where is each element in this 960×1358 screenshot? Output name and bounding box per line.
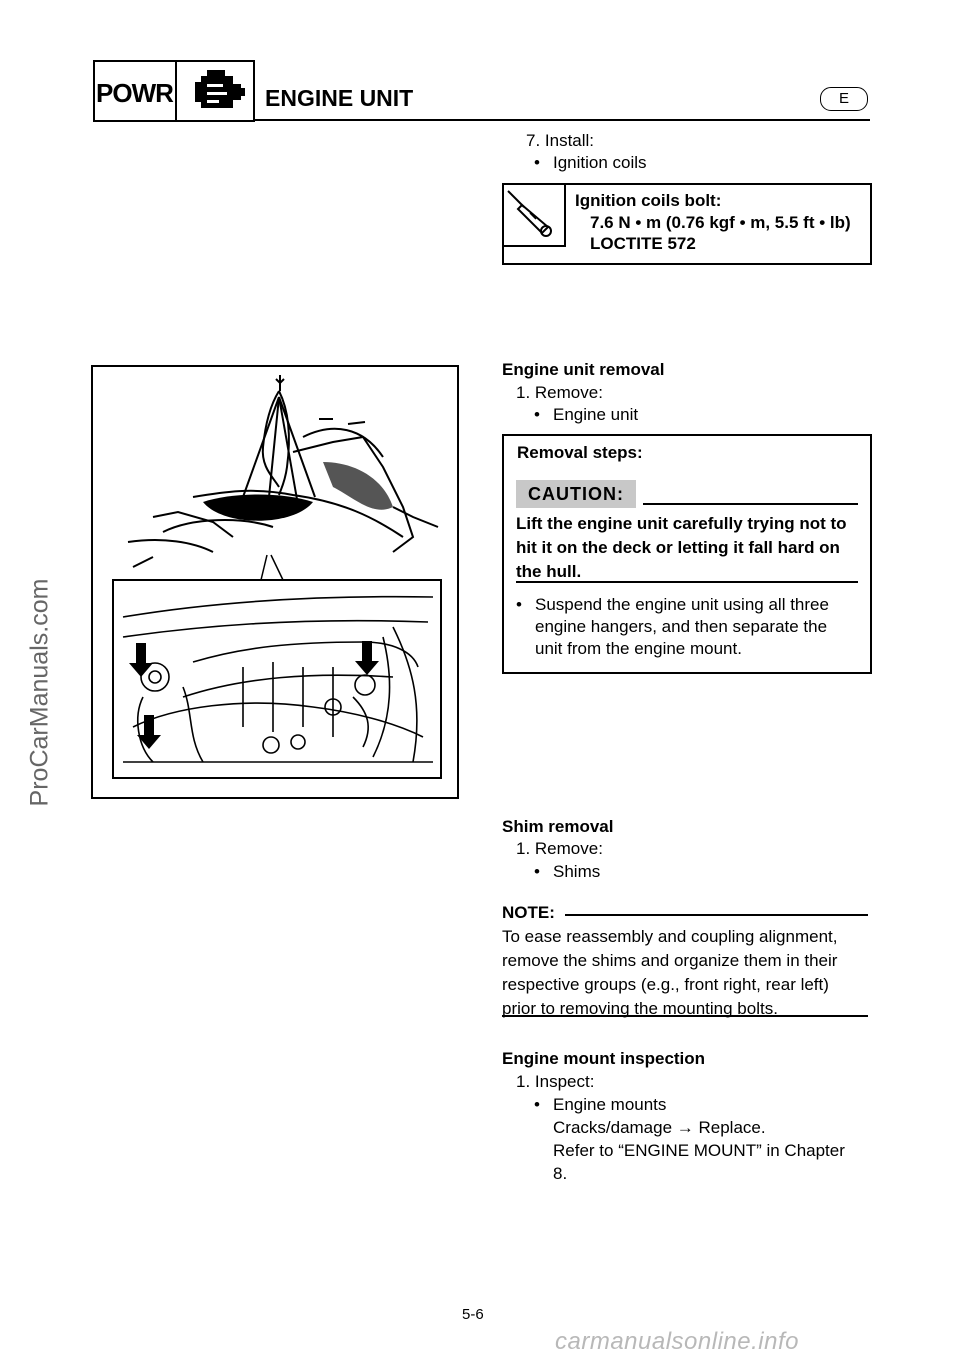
engine-unit-figure bbox=[91, 365, 459, 799]
engine-icon bbox=[177, 62, 253, 120]
heading-engine-mount-inspection: Engine mount inspection bbox=[502, 1049, 706, 1068]
caution-line-1: Lift the engine unit carefully trying not to bbox=[516, 514, 847, 533]
section-code: POWR bbox=[96, 78, 173, 108]
inspect-line-2: Refer to “ENGINE MOUNT” in Chapter bbox=[553, 1141, 845, 1160]
caution-rule-bottom bbox=[516, 581, 858, 583]
step-install: 7. Install: bbox=[526, 131, 595, 150]
caution-line-3: the hull. bbox=[516, 562, 582, 581]
note-line-3: respective groups (e.g., front right, rear left) bbox=[502, 975, 829, 994]
bullet-engine-mounts: • Engine mounts bbox=[553, 1094, 666, 1116]
bullet-engine-unit: • Engine unit bbox=[553, 404, 638, 426]
step-inspect: 1. Inspect: bbox=[516, 1072, 595, 1091]
note-line-2: remove the shims and organize them in their bbox=[502, 951, 838, 970]
bullet-shims: • Shims bbox=[553, 861, 600, 883]
torque-value: 7.6 N • m (0.76 kgf • m, 5.5 ft • lb) bbox=[590, 213, 851, 232]
torque-loctite: LOCTITE 572 bbox=[590, 234, 696, 253]
heading-shim-removal: Shim removal bbox=[502, 817, 614, 836]
removal-steps-title: Removal steps: bbox=[517, 443, 643, 462]
inspect-line-1: Cracks/damage → Replace. bbox=[553, 1118, 766, 1137]
step-remove-shims: 1. Remove: bbox=[516, 839, 603, 858]
note-line-4: prior to removing the mounting bolts. bbox=[502, 999, 778, 1018]
step-remove: 1. Remove: bbox=[516, 383, 603, 402]
suspend-line-3: unit from the engine mount. bbox=[535, 639, 742, 658]
engine-icon-box bbox=[175, 60, 255, 122]
heading-engine-unit-removal: Engine unit removal bbox=[502, 360, 665, 379]
note-line-1: To ease reassembly and coupling alignment, bbox=[502, 927, 838, 946]
torque-title: Ignition coils bolt: bbox=[575, 191, 722, 210]
footer-watermark: carmanualsonline.info bbox=[555, 1328, 799, 1355]
note-rule-top bbox=[565, 914, 868, 916]
caution-line-2: hit it on the deck or letting it fall hard on bbox=[516, 538, 840, 557]
note-rule-bottom bbox=[502, 1015, 868, 1017]
page-number: 5-6 bbox=[462, 1306, 484, 1323]
side-watermark: ProCarManuals.com bbox=[25, 578, 54, 807]
suspend-line-2: engine hangers, and then separate the bbox=[535, 617, 828, 636]
inspect-line-3: 8. bbox=[553, 1164, 568, 1183]
page-title: ENGINE UNIT bbox=[265, 85, 414, 111]
caution-rule-top bbox=[643, 503, 858, 505]
note-label: NOTE: bbox=[502, 903, 555, 922]
bullet-ignition-coils: • Ignition coils bbox=[553, 152, 647, 174]
header-rule bbox=[255, 119, 870, 121]
caution-label: CAUTION: bbox=[516, 480, 636, 508]
torque-wrench-icon bbox=[502, 183, 566, 247]
suspend-line-1: • Suspend the engine unit using all three bbox=[535, 594, 829, 616]
language-badge: E bbox=[820, 87, 868, 111]
